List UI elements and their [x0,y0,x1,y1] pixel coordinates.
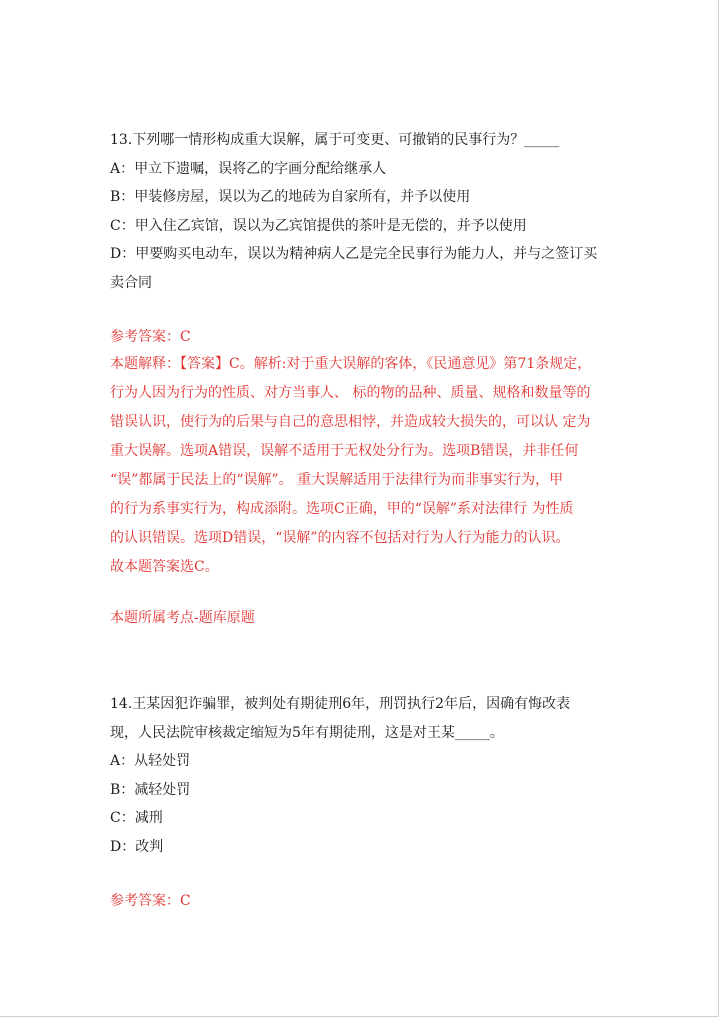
question-13-stem: 13.下列哪一情形构成重大误解，属于可变更、可撤销的民事行为？_____ [110,132,560,148]
question-13-option-a: A：甲立下遗嘱，误将乙的字画分配给继承人 [110,160,387,177]
question-13-explanation [110,350,615,582]
question-13-source: 本题所属考点-题库原题 [110,610,255,626]
question-14-stem-cont: 现，人民法院审核裁定缩短为5年有期徒刑，这是对王某_____。 [110,724,504,741]
explanation-line: 的行为系事实行为，构成添附。选项C正确，甲的“误解”系对法律行 为性质 [110,501,574,517]
question-13-option-d: D：甲要购买电动车，误以为精神病人乙是完全民事行为能力人，并与之签订买 [110,246,598,262]
explanation-line: 故本题答案选C。 [110,559,219,575]
question-13-source-block [110,604,615,633]
explanation-line: 错误认识，使行为的后果与自己的意思相悖，并造成较大损失的，可以认 定为 [110,414,591,430]
explanation-line: 重大误解。选项A错误，误解不适用于无权处分行为。选项B错误，并非任何 [110,443,579,459]
question-13-option-b: B：甲装修房屋，误以为乙的地砖为自家所有，并予以使用 [110,189,471,205]
question-13 [110,126,615,297]
explanation-line: 的认识错误。选项D错误，“误解”的内容不包括对行为人行为能力的认识。 [110,530,570,546]
question-14-option-d: D：改判 [110,838,164,855]
question-13-answer: 参考答案：C [110,329,191,345]
question-14-stem: 14.王某因犯诈骗罪，被判处有期徒刑6年，刑罚执行2年后，因确有悔改表 [110,696,571,712]
question-14-option-c: C：减刑 [110,810,163,826]
explanation-line: “误”都属于民法上的“误解”。 重大误解适用于法律行为而非事实行为，甲 [110,472,564,488]
question-13-answer-block [110,323,615,352]
question-14-answer-block [110,887,615,916]
question-13-option-d-cont: 卖合同 [110,274,152,291]
explanation-line: 行为人因为行为的性质、对方当事人、 标的物的品种、质量、规格和数量等的 [110,385,591,401]
question-14-option-b: B：减轻处罚 [110,781,191,798]
question-14-option-a: A：从轻处罚 [110,753,191,769]
question-14 [110,690,615,861]
question-14-answer: 参考答案：C [110,893,191,909]
question-13-option-c: C：甲入住乙宾馆，误以为乙宾馆提供的茶叶是无偿的，并予以使用 [110,217,527,234]
explanation-line: 本题解释：【答案】C。解析:对于重大误解的客体，《民通意见》第71条规定， [110,356,592,372]
